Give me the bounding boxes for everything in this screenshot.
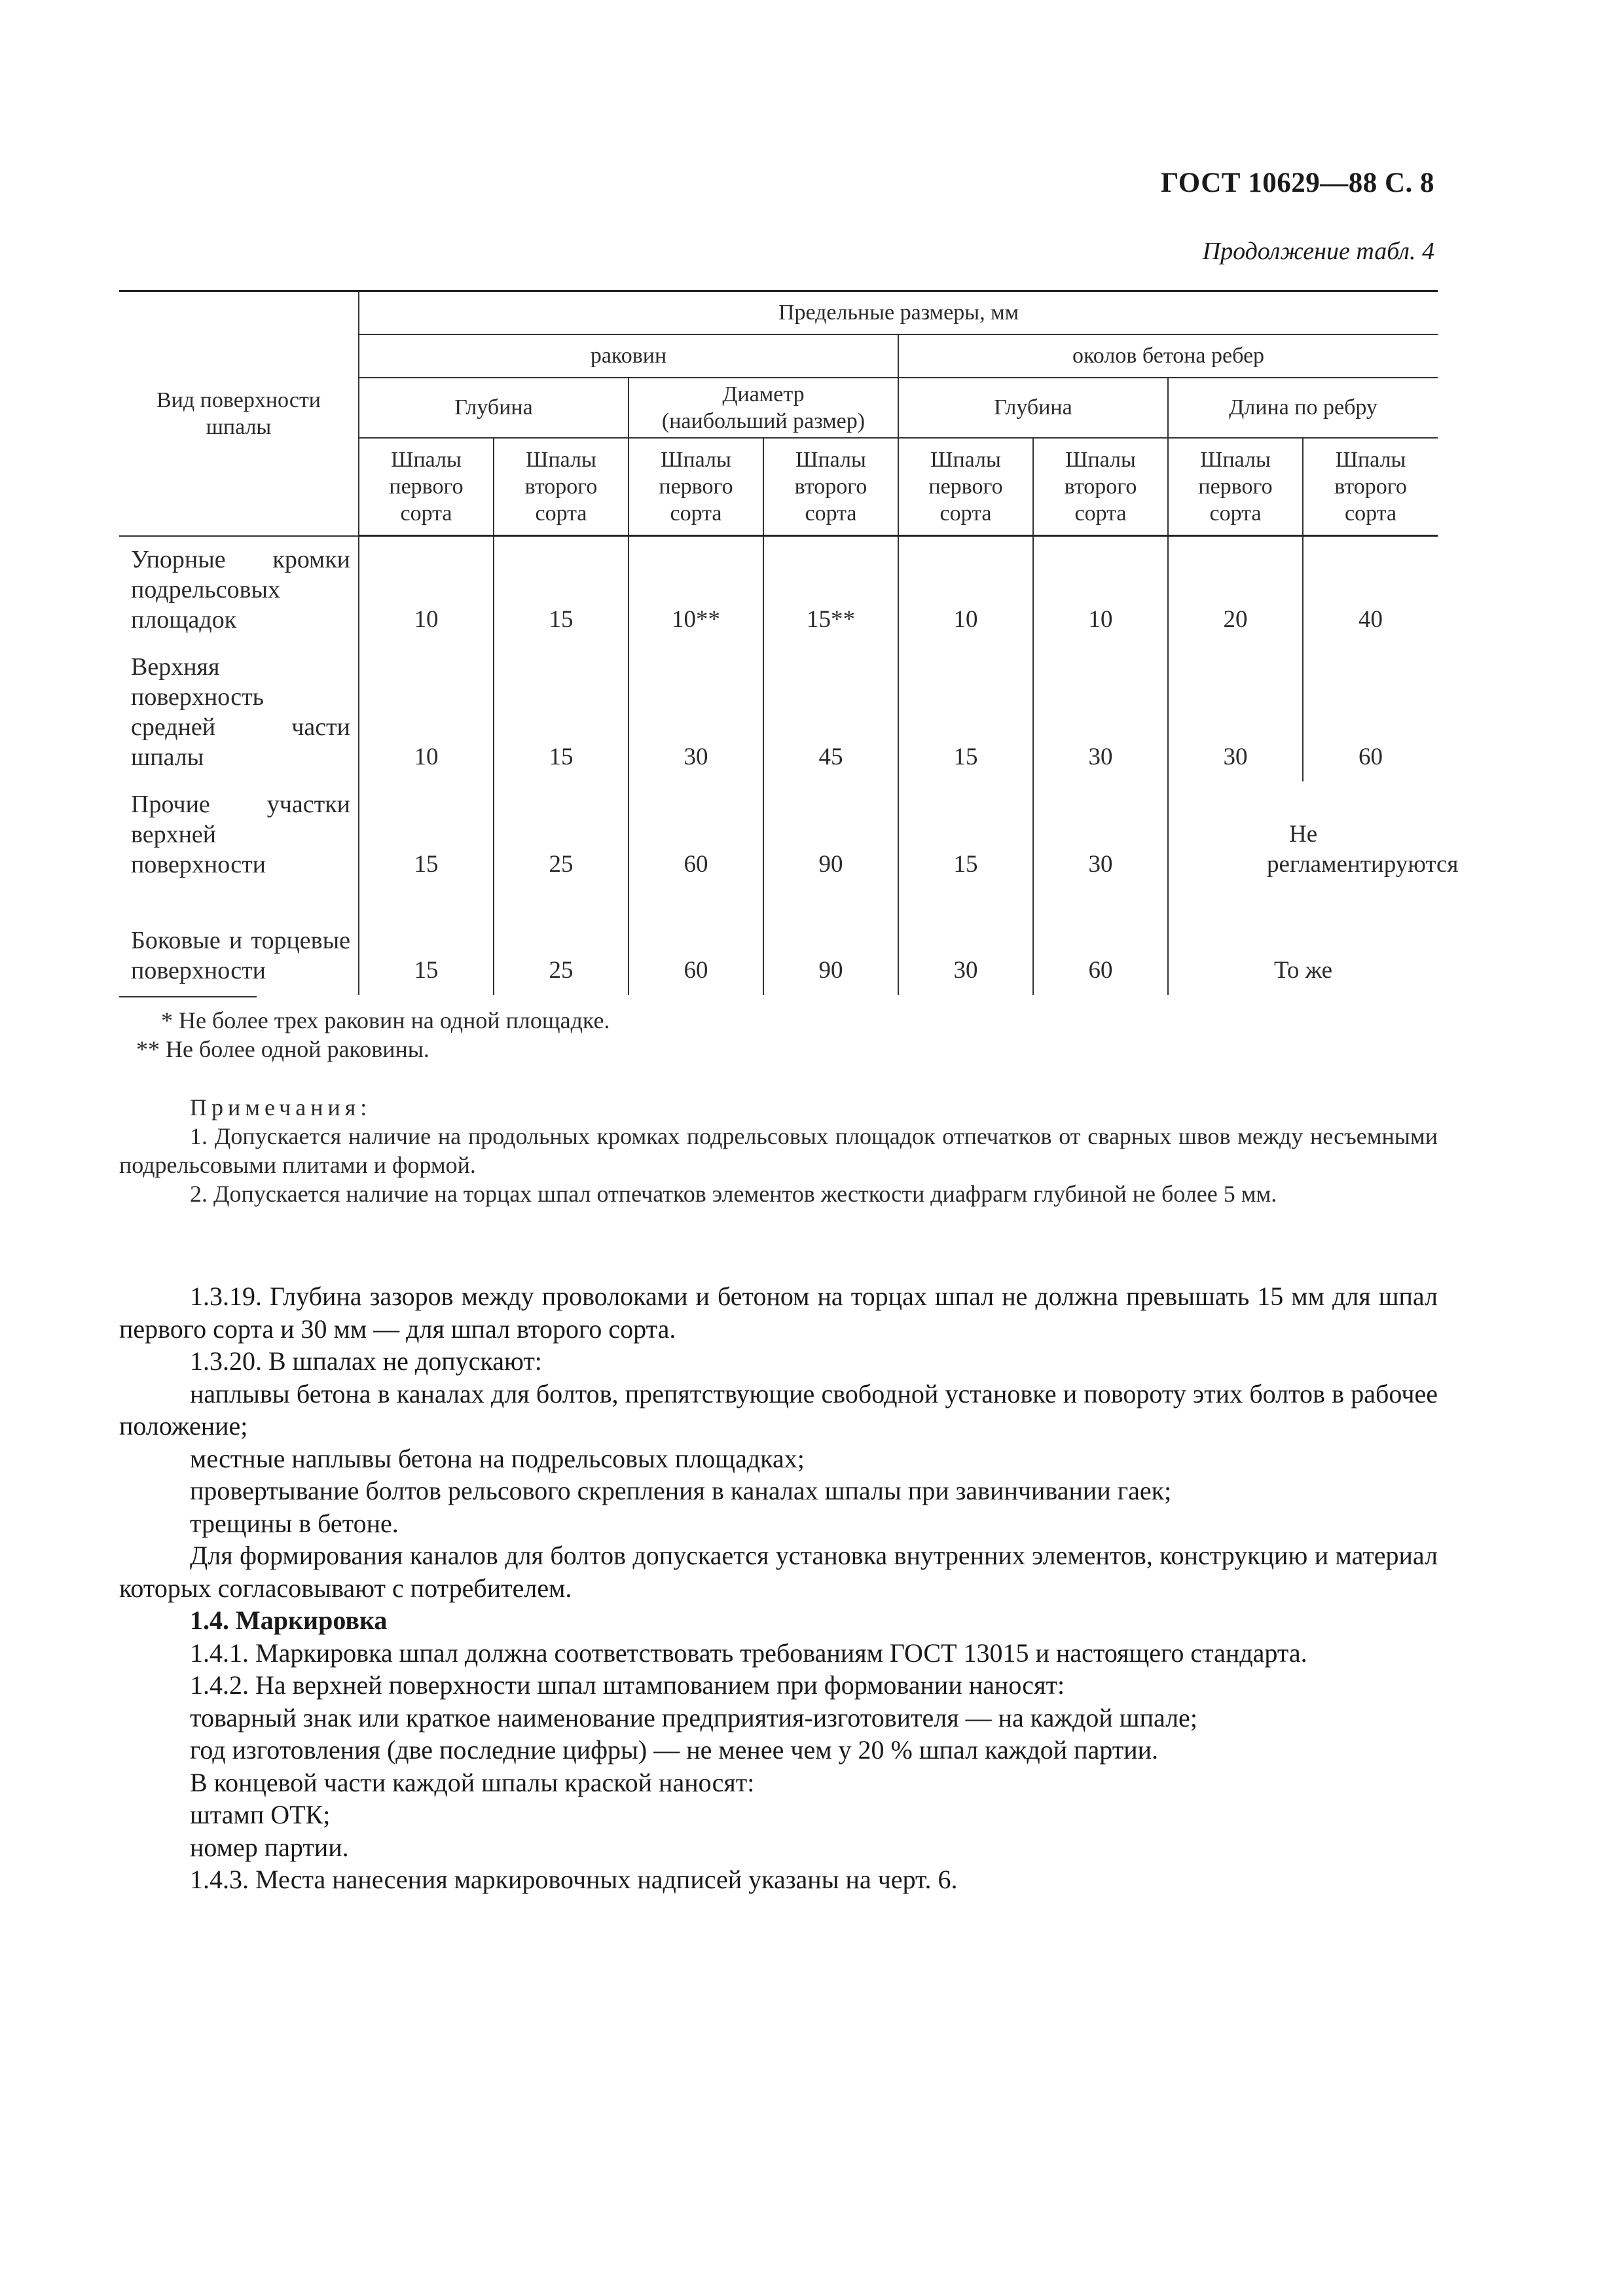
surface-cell: Верхняя поверхность средней части шпалы xyxy=(131,653,350,771)
table-caption: Продолжение табл. 4 xyxy=(1202,238,1434,265)
notes-title: Примечания: xyxy=(190,1094,372,1121)
value-cell: 15 xyxy=(359,781,494,889)
value-cell: 10 xyxy=(898,536,1033,644)
surface-cell: Боковые и торцевые поверхности xyxy=(131,926,350,984)
value-cell: 45 xyxy=(763,644,898,781)
value-cell: 30 xyxy=(1168,644,1303,781)
value-cell: 30 xyxy=(1033,781,1168,889)
page-header: ГОСТ 10629—88 С. 8 xyxy=(1160,168,1434,198)
paragraph: штамп ОТК; xyxy=(190,1800,331,1829)
value-cell: 25 xyxy=(494,889,629,995)
value-cell: 60 xyxy=(629,781,763,889)
table-row xyxy=(119,644,1438,781)
value-cell: 15 xyxy=(359,889,494,995)
value-cell: 10** xyxy=(629,536,763,644)
value-cell: 15 xyxy=(494,536,629,644)
value-cell: 30 xyxy=(629,644,763,781)
grade-first-header: Шпалы первого сорта xyxy=(898,438,1033,536)
group-pits-header: раковин xyxy=(359,334,898,378)
value-cell: 10 xyxy=(359,536,494,644)
value-cell: 10 xyxy=(359,644,494,781)
table-row xyxy=(119,536,1438,644)
sub-depth-header: Глубина xyxy=(359,378,629,438)
paragraph: провертывание болтов рельсового скрепления в каналах шпалы при завинчивании гаек; xyxy=(190,1476,1172,1505)
grade-first-header: Шпалы первого сорта xyxy=(1168,438,1303,536)
value-cell: 60 xyxy=(629,889,763,995)
value-cell: 15 xyxy=(494,644,629,781)
note-item: 1. Допускается наличие на продольных кромках подрельсовых площадок отпечатков от сварных швов между несъемными подрельсовыми плитами и формой. xyxy=(119,1123,1438,1178)
paragraph: Для формирования каналов для болтов допускается установка внутренних элементов, конструкцию и материал которых согласовывают с потребителем. xyxy=(119,1541,1438,1603)
row-header: Вид поверхности шпалы xyxy=(119,291,359,536)
sub-depth2-header: Глубина xyxy=(898,378,1168,438)
section-heading: 1.4. Маркировка xyxy=(190,1605,388,1635)
value-cell: 20 xyxy=(1168,536,1303,644)
paragraph: 1.3.20. В шпалах не допускают: xyxy=(190,1346,542,1376)
grade-first-header: Шпалы первого сорта xyxy=(629,438,763,536)
notes-block xyxy=(119,1093,1438,1208)
limits-header: Предельные размеры, мм xyxy=(359,291,1438,334)
paragraph: товарный знак или краткое наименование предприятия-изготовителя — на каждой шпале; xyxy=(190,1702,1197,1732)
group-chips-header: околов бетона ребер xyxy=(898,334,1438,378)
grade-first-header: Шпалы первого сорта xyxy=(359,438,494,536)
paragraph: год изготовления (две последние цифры) — не менее чем у 20 % шпал каждой партии. xyxy=(190,1735,1159,1765)
paragraph: 1.4.2. На верхней поверхности шпал штампованием при формовании наносят: xyxy=(190,1670,1065,1700)
footnote-divider xyxy=(119,996,257,997)
value-cell: 30 xyxy=(898,889,1033,995)
sub-length-header: Длина по ребру xyxy=(1168,378,1438,438)
value-cell: 15** xyxy=(763,536,898,644)
grade-second-header: Шпалы второго сорта xyxy=(1303,438,1438,536)
limits-table-wrap xyxy=(119,290,1459,995)
value-cell: 15 xyxy=(898,781,1033,889)
note-item: 2. Допускается наличие на торцах шпал отпечатков элементов жесткости диафрагм глубиной не более 5 мм. xyxy=(190,1181,1277,1207)
paragraph: 1.3.19. Глубина зазоров между проволоками и бетоном на торцах шпал не должна превышать 15 мм для шпал первого сорта и 30 мм — для шпал второго сорта. xyxy=(119,1282,1438,1344)
footnote-1: * Не более трех раковин на одной площадке. xyxy=(161,1007,610,1033)
value-cell: 60 xyxy=(1303,644,1438,781)
paragraph: 1.4.1. Маркировка шпал должна соответствовать требованиям ГОСТ 13015 и настоящего стандарта. xyxy=(190,1638,1307,1668)
grade-second-header: Шпалы второго сорта xyxy=(1033,438,1168,536)
value-cell: 15 xyxy=(898,644,1033,781)
paragraph: наплывы бетона в каналах для болтов, препятствующие свободной установке и повороту этих болтов в рабочее положение; xyxy=(119,1378,1438,1441)
footnotes xyxy=(119,1006,1438,1064)
value-cell: 90 xyxy=(763,889,898,995)
value-cell: 40 xyxy=(1303,536,1438,644)
merged-value-cell: То же xyxy=(1168,889,1438,995)
paragraph: номер партии. xyxy=(190,1832,349,1862)
paragraph: трещины в бетоне. xyxy=(190,1508,399,1538)
value-cell: 60 xyxy=(1033,889,1168,995)
paragraph: местные наплывы бетона на подрельсовых площадках; xyxy=(190,1443,805,1473)
footnote-2: ** Не более одной раковины. xyxy=(136,1036,429,1062)
merged-value-cell: Не регламентируются xyxy=(1168,781,1438,889)
value-cell: 25 xyxy=(494,781,629,889)
body-text xyxy=(119,1280,1438,1896)
sub-diameter-line2: (наибольший размер) xyxy=(661,408,866,433)
limits-table xyxy=(119,290,1459,995)
grade-second-header: Шпалы второго сорта xyxy=(763,438,898,536)
sub-diameter-line1: Диаметр xyxy=(722,382,805,406)
sub-diameter-header xyxy=(629,378,898,438)
table-row xyxy=(119,889,1438,995)
paragraph: В концевой части каждой шпалы краской наносят: xyxy=(190,1767,755,1797)
table-row xyxy=(119,781,1438,889)
surface-cell: Прочие участки верхней поверхности xyxy=(131,790,350,878)
value-cell: 90 xyxy=(763,781,898,889)
paragraph: 1.4.3. Места нанесения маркировочных надписей указаны на черт. 6. xyxy=(190,1865,958,1894)
value-cell: 10 xyxy=(1033,536,1168,644)
grade-second-header: Шпалы второго сорта xyxy=(494,438,629,536)
value-cell: 30 xyxy=(1033,644,1168,781)
surface-cell: Упорные кромки подрельсовых площадок xyxy=(131,545,350,634)
